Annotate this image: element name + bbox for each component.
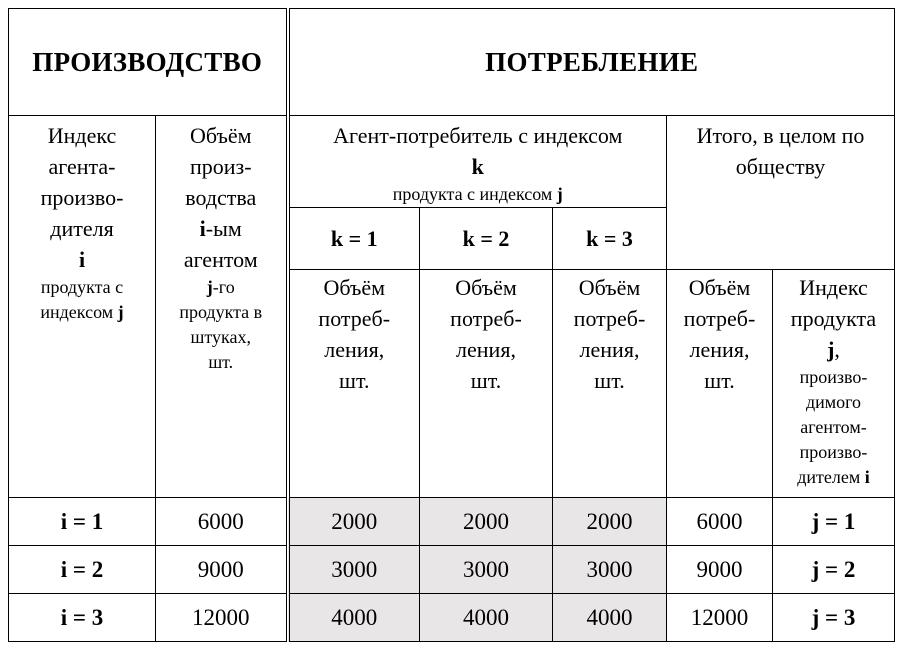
product-index-line: продукта	[790, 306, 877, 331]
production-volume-header	[156, 116, 288, 498]
consumption-volume-header-k3	[553, 270, 667, 498]
consumption-k1-cell: 2000	[288, 498, 420, 546]
total-header-line: обществу	[735, 154, 826, 179]
consumption-volume-line: потреб-	[683, 306, 756, 331]
agent-cell: i = 1	[9, 498, 156, 546]
production-volume-var-rest: -ым	[205, 216, 242, 241]
consumption-k3-cell: 2000	[553, 498, 667, 546]
consumer-agent-sub	[290, 182, 667, 207]
producer-index-line: дителя	[50, 216, 114, 241]
consumption-volume-line: ления,	[324, 337, 385, 362]
product-index-sub: агентом-	[800, 417, 867, 437]
production-volume-line: водства	[185, 185, 257, 210]
consumption-header: ПОТРЕБЛЕНИЕ	[288, 9, 895, 116]
production-consumption-table-wrap	[8, 8, 895, 642]
production-volume-line: агентом	[183, 247, 258, 272]
section-header-row	[9, 9, 895, 116]
k-label-1: k = 1	[288, 208, 420, 270]
product-index-line	[773, 334, 894, 365]
producer-index-line: агента-	[48, 154, 116, 179]
table-row	[9, 546, 895, 594]
producer-index-header	[9, 116, 156, 498]
total-cell: 6000	[667, 498, 773, 546]
production-volume-sub: шт.	[208, 352, 234, 372]
agent-cell: i = 3	[9, 594, 156, 642]
producer-index-sub-text: индексом	[40, 302, 118, 322]
product-index-sub: произво-	[799, 367, 868, 387]
consumption-volume-line: потреб-	[450, 306, 522, 331]
consumption-volume-line: шт.	[339, 368, 370, 393]
consumption-volume-line: Объём	[578, 275, 641, 300]
producer-index-sub	[9, 300, 155, 325]
production-volume-line: произ-	[189, 154, 252, 179]
consumption-k1-cell: 4000	[288, 594, 420, 642]
consumption-volume-line: ления,	[579, 337, 640, 362]
consumption-k3-cell: 3000	[553, 546, 667, 594]
consumption-volume-header-k1	[288, 270, 420, 498]
consumption-volume-line: шт.	[594, 368, 625, 393]
table-row	[9, 498, 895, 546]
production-volume-sub-var: j	[206, 277, 213, 297]
consumption-volume-line: ления,	[456, 337, 516, 362]
product-cell: j = 2	[773, 546, 895, 594]
producer-index-sub: продукта с	[40, 277, 124, 297]
consumption-volume-line: шт.	[470, 368, 502, 393]
product-index-comma: ,	[834, 337, 840, 362]
consumption-volume-line: ления,	[689, 337, 750, 362]
column-header-row	[9, 116, 895, 208]
product-index-sub-text: дителем	[797, 467, 865, 487]
production-cell: 9000	[156, 546, 288, 594]
product-index-sub: произво-	[799, 442, 868, 462]
production-consumption-table	[8, 8, 895, 642]
total-header	[667, 116, 895, 270]
producer-index-sub-var: j	[117, 302, 124, 322]
product-index-line: Индекс	[799, 275, 868, 300]
agent-cell: i = 2	[9, 546, 156, 594]
producer-index-line: Индекс	[47, 123, 117, 148]
product-index-header	[773, 270, 895, 498]
production-volume-sub-rest: -го	[212, 277, 235, 297]
consumption-volume-line: потреб-	[318, 306, 391, 331]
consumer-agent-sub-var: j	[556, 184, 563, 204]
consumption-volume-line: шт.	[704, 368, 735, 393]
consumption-volume-line: Объём	[688, 275, 751, 300]
production-volume-line	[156, 213, 286, 244]
production-volume-var: i	[199, 216, 206, 241]
consumption-k2-cell: 4000	[420, 594, 553, 642]
consumer-agent-header	[288, 116, 667, 208]
total-header-line: Итого, в целом по	[696, 123, 865, 148]
producer-index-line: произво-	[40, 185, 124, 210]
product-index-sub-var: i	[864, 467, 870, 487]
consumption-volume-line: потреб-	[573, 306, 646, 331]
consumption-volume-header-k2	[420, 270, 553, 498]
consumer-agent-sub-text: продукта с индексом	[392, 184, 557, 204]
production-header: ПРОИЗВОДСТВО	[9, 9, 288, 116]
total-cell: 9000	[667, 546, 773, 594]
producer-index-var: i	[78, 247, 86, 272]
table-row	[9, 594, 895, 642]
product-cell: j = 3	[773, 594, 895, 642]
k-label-3: k = 3	[553, 208, 667, 270]
production-volume-sub	[156, 275, 286, 300]
product-cell: j = 1	[773, 498, 895, 546]
production-volume-sub: штуках,	[190, 327, 251, 347]
product-index-var: j	[827, 337, 835, 362]
consumption-k2-cell: 3000	[420, 546, 553, 594]
consumption-k3-cell: 4000	[553, 594, 667, 642]
consumption-volume-line: Объём	[455, 275, 517, 300]
consumption-k2-cell: 2000	[420, 498, 553, 546]
k-label-2: k = 2	[420, 208, 553, 270]
production-cell: 6000	[156, 498, 288, 546]
consumption-k1-cell: 3000	[288, 546, 420, 594]
total-cell: 12000	[667, 594, 773, 642]
consumer-agent-var: k	[471, 154, 484, 179]
production-cell: 12000	[156, 594, 288, 642]
consumer-agent-line: Агент-потребитель с индексом	[333, 123, 623, 148]
consumption-volume-line: Объём	[323, 275, 386, 300]
production-volume-line: Объём	[189, 123, 252, 148]
consumption-volume-header-total	[667, 270, 773, 498]
product-index-sub: димого	[805, 392, 862, 412]
production-volume-sub: продукта в	[179, 302, 263, 322]
product-index-sub	[773, 465, 894, 490]
